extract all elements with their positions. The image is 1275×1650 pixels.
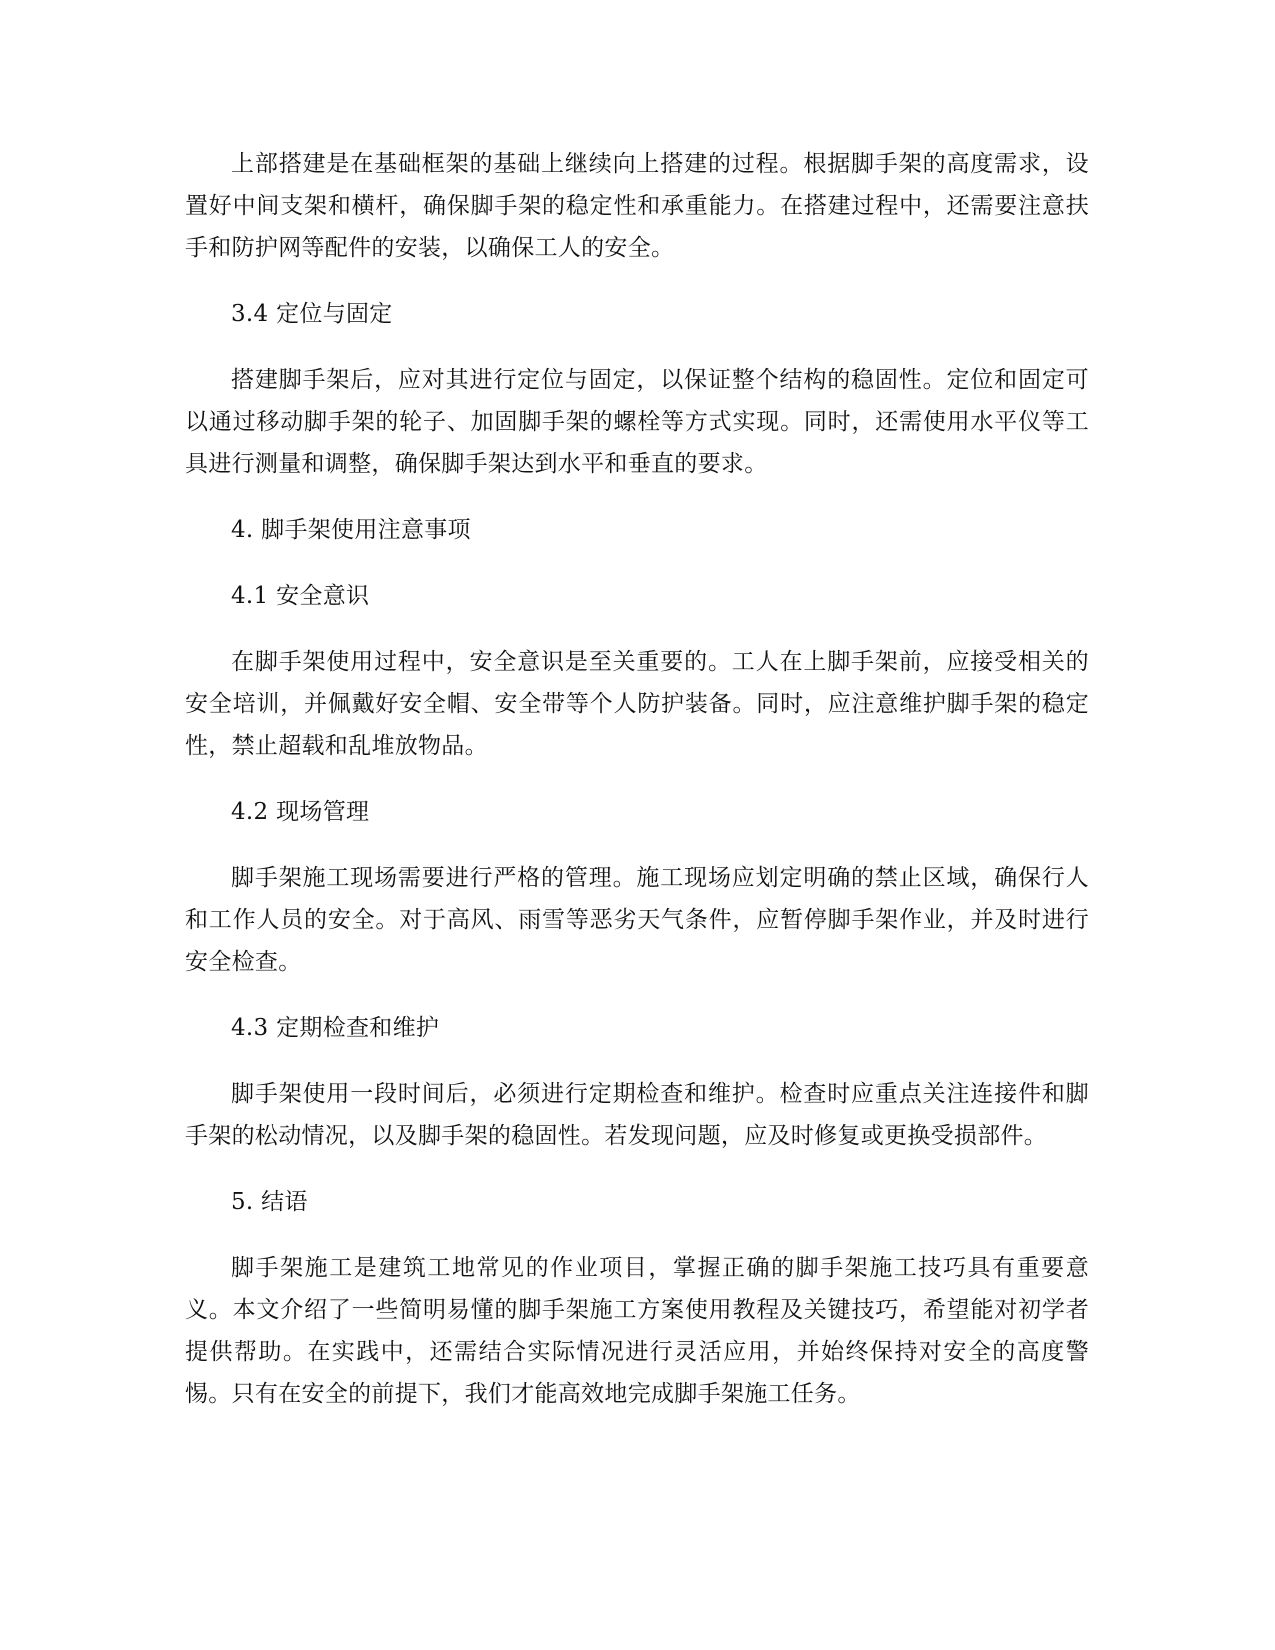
paragraph-positioning: 搭建脚手架后，应对其进行定位与固定，以保证整个结构的稳固性。定位和固定可以通过移动脚手架的轮子、加固脚手架的螺栓等方式实现。同时，还需使用水平仪等工具进行测量和调整，确保脚手架达到水平和垂直的要求。 xyxy=(185,367,1089,477)
section-heading-4-3: 4.3 定期检查和维护 xyxy=(231,1015,440,1041)
section-heading-5: 5. 结语 xyxy=(231,1189,308,1215)
paragraph-upper-construction: 上部搭建是在基础框架的基础上继续向上搭建的过程。根据脚手架的高度需求，设置好中间支架和横杆，确保脚手架的稳定性和承重能力。在搭建过程中，还需要注意扶手和防护网等配件的安装，以确保工人的安全。 xyxy=(185,151,1089,261)
section-heading-4-1: 4.1 安全意识 xyxy=(231,583,370,609)
paragraph-safety-awareness: 在脚手架使用过程中，安全意识是至关重要的。工人在上脚手架前，应接受相关的安全培训，并佩戴好安全帽、安全带等个人防护装备。同时，应注意维护脚手架的稳定性，禁止超载和乱堆放物品。 xyxy=(185,649,1089,759)
section-heading-4: 4. 脚手架使用注意事项 xyxy=(231,517,471,543)
document-page xyxy=(185,143,1089,1439)
section-heading-3-4: 3.4 定位与固定 xyxy=(231,301,393,327)
paragraph-conclusion: 脚手架施工是建筑工地常见的作业项目，掌握正确的脚手架施工技巧具有重要意义。本文介绍了一些简明易懂的脚手架施工方案使用教程及关键技巧，希望能对初学者提供帮助。在实践中，还需结合实际情况进行灵活应用，并始终保持对安全的高度警惕。只有在安全的前提下，我们才能高效地完成脚手架施工任务。 xyxy=(185,1255,1089,1407)
paragraph-site-management: 脚手架施工现场需要进行严格的管理。施工现场应划定明确的禁止区域，确保行人和工作人员的安全。对于高风、雨雪等恶劣天气条件，应暂停脚手架作业，并及时进行安全检查。 xyxy=(185,865,1089,975)
section-heading-4-2: 4.2 现场管理 xyxy=(231,799,370,825)
paragraph-inspection: 脚手架使用一段时间后，必须进行定期检查和维护。检查时应重点关注连接件和脚手架的松动情况，以及脚手架的稳固性。若发现问题，应及时修复或更换受损部件。 xyxy=(185,1081,1089,1149)
